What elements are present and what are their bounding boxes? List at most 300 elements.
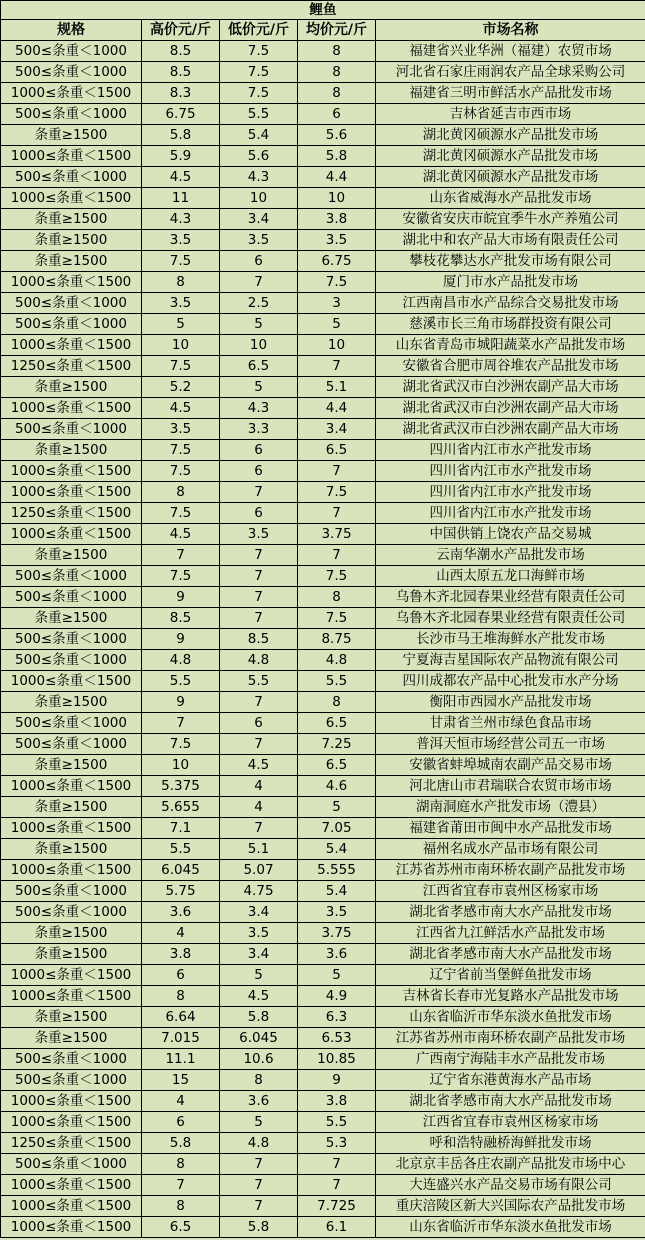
cell-avg-price: 7.5: [298, 566, 376, 587]
cell-avg-price: 6.75: [298, 251, 376, 272]
cell-avg-price: 5.5: [298, 671, 376, 692]
cell-spec: 1000≤条重＜1500: [1, 1196, 142, 1217]
cell-low-price: 3.6: [220, 1091, 298, 1112]
cell-avg-price: 7: [298, 1175, 376, 1196]
cell-low-price: 7.5: [220, 41, 298, 62]
table-row: [1, 587, 645, 608]
cell-spec: 1000≤条重＜1500: [1, 1217, 142, 1238]
cell-spec: 条重≥1500: [1, 797, 142, 818]
cell-low-price: 7: [220, 818, 298, 839]
table-row: [1, 1007, 645, 1028]
cell-avg-price: 8: [298, 62, 376, 83]
cell-high-price: 4.8: [142, 650, 220, 671]
cell-spec: 1250≤条重＜1500: [1, 503, 142, 524]
cell-market-name: 湖北中和农产品大市场有限责任公司: [376, 230, 645, 251]
table-row: [1, 1154, 645, 1175]
cell-high-price: 8.5: [142, 41, 220, 62]
cell-avg-price: 5: [298, 965, 376, 986]
cell-market-name: 北京京丰岳各庄农副产品批发市场中心: [376, 1154, 645, 1175]
cell-market-name: 安徽省安庆市皖宜季牛水产养殖公司: [376, 209, 645, 230]
cell-spec: 1000≤条重＜1500: [1, 671, 142, 692]
table-row: [1, 41, 645, 62]
title-row: [1, 1, 645, 20]
table-row: [1, 209, 645, 230]
cell-avg-price: 3.4: [298, 419, 376, 440]
cell-spec: 1000≤条重＜1500: [1, 986, 142, 1007]
cell-low-price: 4.3: [220, 167, 298, 188]
cell-market-name: 湖北省武汉市白沙洲农副产品大市场: [376, 377, 645, 398]
cell-high-price: 4: [142, 1091, 220, 1112]
table-row: [1, 1217, 645, 1238]
cell-spec: 1000≤条重＜1500: [1, 146, 142, 167]
cell-spec: 1000≤条重＜1500: [1, 1175, 142, 1196]
table-row: [1, 839, 645, 860]
table-body: [1, 41, 645, 1238]
cell-spec: 1250≤条重＜1500: [1, 356, 142, 377]
cell-low-price: 3.3: [220, 419, 298, 440]
cell-avg-price: 7.725: [298, 1196, 376, 1217]
cell-avg-price: 10: [298, 335, 376, 356]
cell-avg-price: 7: [298, 356, 376, 377]
cell-avg-price: 7.25: [298, 734, 376, 755]
cell-market-name: 湖北黄冈硕源水产品批发市场: [376, 167, 645, 188]
cell-low-price: 3.5: [220, 524, 298, 545]
cell-spec: 1000≤条重＜1500: [1, 860, 142, 881]
header-spec: 规格: [1, 20, 142, 41]
cell-spec: 500≤条重＜1000: [1, 734, 142, 755]
cell-high-price: 7: [142, 1175, 220, 1196]
cell-high-price: 11.1: [142, 1049, 220, 1070]
cell-high-price: 9: [142, 629, 220, 650]
cell-high-price: 5: [142, 314, 220, 335]
cell-high-price: 6.045: [142, 860, 220, 881]
table-row: [1, 1196, 645, 1217]
cell-high-price: 8: [142, 272, 220, 293]
cell-avg-price: 8: [298, 41, 376, 62]
cell-market-name: 吉林省长春市光复路水产品批发市场: [376, 986, 645, 1007]
cell-market-name: 湖北省武汉市白沙洲农副产品大市场: [376, 398, 645, 419]
cell-market-name: 山西太原五龙口海鲜市场: [376, 566, 645, 587]
cell-spec: 500≤条重＜1000: [1, 419, 142, 440]
cell-avg-price: 7: [298, 461, 376, 482]
cell-avg-price: 6: [298, 104, 376, 125]
cell-spec: 条重≥1500: [1, 1028, 142, 1049]
cell-avg-price: 7.5: [298, 272, 376, 293]
table-row: [1, 377, 645, 398]
table-row: [1, 965, 645, 986]
cell-low-price: 7: [220, 566, 298, 587]
cell-spec: 条重≥1500: [1, 692, 142, 713]
cell-low-price: 4.75: [220, 881, 298, 902]
table-row: [1, 293, 645, 314]
cell-avg-price: 5.555: [298, 860, 376, 881]
table-row: [1, 146, 645, 167]
cell-high-price: 7.5: [142, 356, 220, 377]
cell-avg-price: 8.75: [298, 629, 376, 650]
cell-low-price: 6: [220, 503, 298, 524]
cell-spec: 条重≥1500: [1, 251, 142, 272]
table-row: [1, 62, 645, 83]
cell-low-price: 6: [220, 461, 298, 482]
cell-market-name: 乌鲁木齐北园春果业经营有限责任公司: [376, 608, 645, 629]
cell-avg-price: 5.5: [298, 1112, 376, 1133]
cell-low-price: 7: [220, 734, 298, 755]
cell-avg-price: 3.75: [298, 524, 376, 545]
cell-spec: 500≤条重＜1000: [1, 104, 142, 125]
cell-market-name: 湖北省孝感市南大水产品批发市场: [376, 1091, 645, 1112]
cell-market-name: 宁夏海吉星国际农产品物流有限公司: [376, 650, 645, 671]
cell-avg-price: 8: [298, 587, 376, 608]
cell-market-name: 湖南洞庭水产批发市场（澧县）: [376, 797, 645, 818]
cell-market-name: 福建省三明市鲜活水产品批发市场: [376, 83, 645, 104]
table-row: [1, 1070, 645, 1091]
cell-low-price: 6.045: [220, 1028, 298, 1049]
cell-low-price: 6.5: [220, 356, 298, 377]
cell-high-price: 6.5: [142, 1217, 220, 1238]
cell-avg-price: 4.4: [298, 398, 376, 419]
cell-spec: 500≤条重＜1000: [1, 1049, 142, 1070]
table-row: [1, 1175, 645, 1196]
table-row: [1, 902, 645, 923]
cell-market-name: 广西南宁海陆丰水产品批发市场: [376, 1049, 645, 1070]
cell-high-price: 3.8: [142, 944, 220, 965]
cell-spec: 1000≤条重＜1500: [1, 482, 142, 503]
table-row: [1, 692, 645, 713]
cell-avg-price: 5: [298, 797, 376, 818]
table-row: [1, 545, 645, 566]
cell-spec: 1000≤条重＜1500: [1, 83, 142, 104]
cell-low-price: 10: [220, 188, 298, 209]
table-title: 鲤鱼: [1, 1, 645, 20]
cell-spec: 500≤条重＜1000: [1, 167, 142, 188]
header-high-price: 高价元/斤: [142, 20, 220, 41]
cell-high-price: 7.1: [142, 818, 220, 839]
cell-avg-price: 6.5: [298, 755, 376, 776]
cell-low-price: 3.5: [220, 923, 298, 944]
cell-avg-price: 3.5: [298, 902, 376, 923]
cell-spec: 500≤条重＜1000: [1, 41, 142, 62]
cell-high-price: 6: [142, 965, 220, 986]
cell-avg-price: 5.4: [298, 839, 376, 860]
cell-low-price: 7: [220, 587, 298, 608]
cell-spec: 条重≥1500: [1, 440, 142, 461]
cell-high-price: 8: [142, 1196, 220, 1217]
table-row: [1, 776, 645, 797]
cell-high-price: 4.5: [142, 398, 220, 419]
cell-spec: 条重≥1500: [1, 755, 142, 776]
cell-avg-price: 5.1: [298, 377, 376, 398]
cell-avg-price: 5.6: [298, 125, 376, 146]
cell-high-price: 7: [142, 545, 220, 566]
table-row: [1, 251, 645, 272]
cell-market-name: 河北省石家庄雨润农产品全球采购公司: [376, 62, 645, 83]
cell-low-price: 7: [220, 482, 298, 503]
cell-low-price: 3.4: [220, 209, 298, 230]
cell-high-price: 8: [142, 482, 220, 503]
cell-market-name: 湖北省孝感市南大水产品批发市场: [376, 944, 645, 965]
cell-low-price: 6: [220, 251, 298, 272]
cell-low-price: 4: [220, 776, 298, 797]
table-row: [1, 440, 645, 461]
table-row: [1, 923, 645, 944]
cell-low-price: 4.3: [220, 398, 298, 419]
cell-low-price: 8: [220, 1070, 298, 1091]
cell-high-price: 5.2: [142, 377, 220, 398]
cell-low-price: 6: [220, 440, 298, 461]
cell-market-name: 山东省青岛市城阳蔬菜水产品批发市场: [376, 335, 645, 356]
cell-low-price: 3.5: [220, 230, 298, 251]
table-row: [1, 188, 645, 209]
cell-high-price: 5.8: [142, 1133, 220, 1154]
cell-market-name: 安徽省蚌埠城南农副产品交易市场: [376, 755, 645, 776]
cell-spec: 500≤条重＜1000: [1, 62, 142, 83]
table-row: [1, 104, 645, 125]
cell-market-name: 江西省宜春市袁州区杨家市场: [376, 881, 645, 902]
cell-high-price: 4.5: [142, 167, 220, 188]
cell-low-price: 5.8: [220, 1007, 298, 1028]
cell-market-name: 攀枝花攀达水产批发市场有限公司: [376, 251, 645, 272]
cell-avg-price: 3: [298, 293, 376, 314]
cell-high-price: 4: [142, 923, 220, 944]
cell-low-price: 5.1: [220, 839, 298, 860]
header-row: [1, 20, 645, 41]
cell-low-price: 10: [220, 335, 298, 356]
cell-spec: 500≤条重＜1000: [1, 881, 142, 902]
table-row: [1, 818, 645, 839]
cell-market-name: 辽宁省前当堡鲜鱼批发市场: [376, 965, 645, 986]
cell-market-name: 重庆涪陵区新大兴国际农产品批发市场: [376, 1196, 645, 1217]
cell-market-name: 湖北省武汉市白沙洲农副产品大市场: [376, 419, 645, 440]
cell-low-price: 6: [220, 713, 298, 734]
cell-avg-price: 4.4: [298, 167, 376, 188]
cell-spec: 500≤条重＜1000: [1, 587, 142, 608]
cell-spec: 1000≤条重＜1500: [1, 1091, 142, 1112]
cell-high-price: 9: [142, 692, 220, 713]
cell-market-name: 大连盛兴水产品交易市场有限公司: [376, 1175, 645, 1196]
table-row: [1, 1112, 645, 1133]
table-row: [1, 167, 645, 188]
cell-low-price: 5.6: [220, 146, 298, 167]
cell-avg-price: 5: [298, 314, 376, 335]
cell-spec: 1250≤条重＜1500: [1, 1133, 142, 1154]
cell-spec: 条重≥1500: [1, 125, 142, 146]
cell-spec: 500≤条重＜1000: [1, 1154, 142, 1175]
cell-high-price: 6.64: [142, 1007, 220, 1028]
table-row: [1, 272, 645, 293]
cell-spec: 1000≤条重＜1500: [1, 1112, 142, 1133]
cell-low-price: 5.5: [220, 104, 298, 125]
cell-market-name: 江西省宜春市袁州区杨家市场: [376, 1112, 645, 1133]
cell-spec: 1000≤条重＜1500: [1, 524, 142, 545]
cell-low-price: 4.5: [220, 986, 298, 1007]
table-row: [1, 860, 645, 881]
cell-spec: 条重≥1500: [1, 944, 142, 965]
cell-low-price: 4: [220, 797, 298, 818]
table-row: [1, 314, 645, 335]
cell-high-price: 6: [142, 1112, 220, 1133]
cell-market-name: 四川成都农产品中心批发市水产分场: [376, 671, 645, 692]
cell-spec: 500≤条重＜1000: [1, 1070, 142, 1091]
cell-market-name: 辽宁省东港黄海水产品市场: [376, 1070, 645, 1091]
cell-spec: 500≤条重＜1000: [1, 629, 142, 650]
table-row: [1, 650, 645, 671]
table-row: [1, 755, 645, 776]
cell-low-price: 5: [220, 314, 298, 335]
cell-low-price: 4.8: [220, 650, 298, 671]
cell-high-price: 7.5: [142, 566, 220, 587]
cell-high-price: 5.5: [142, 671, 220, 692]
cell-avg-price: 6.5: [298, 713, 376, 734]
cell-high-price: 4.5: [142, 524, 220, 545]
cell-high-price: 8.5: [142, 608, 220, 629]
header-low-price: 低价元/斤: [220, 20, 298, 41]
table-row: [1, 1133, 645, 1154]
cell-market-name: 长沙市马王堆海鲜水产批发市场: [376, 629, 645, 650]
cell-avg-price: 10.85: [298, 1049, 376, 1070]
cell-low-price: 7.5: [220, 62, 298, 83]
cell-avg-price: 5.3: [298, 1133, 376, 1154]
cell-market-name: 湖北黄冈硕源水产品批发市场: [376, 146, 645, 167]
table-row: [1, 356, 645, 377]
table-row: [1, 944, 645, 965]
cell-high-price: 11: [142, 188, 220, 209]
cell-high-price: 5.8: [142, 125, 220, 146]
cell-high-price: 8: [142, 1154, 220, 1175]
cell-high-price: 3.5: [142, 419, 220, 440]
cell-spec: 1000≤条重＜1500: [1, 461, 142, 482]
cell-avg-price: 6.3: [298, 1007, 376, 1028]
table-row: [1, 1049, 645, 1070]
table-row: [1, 503, 645, 524]
cell-low-price: 2.5: [220, 293, 298, 314]
cell-avg-price: 7.05: [298, 818, 376, 839]
cell-market-name: 江西省九江鲜活水产品批发市场: [376, 923, 645, 944]
cell-avg-price: 3.5: [298, 230, 376, 251]
cell-high-price: 10: [142, 335, 220, 356]
cell-high-price: 3.5: [142, 293, 220, 314]
cell-high-price: 5.5: [142, 839, 220, 860]
cell-low-price: 7: [220, 272, 298, 293]
cell-avg-price: 6.5: [298, 440, 376, 461]
cell-avg-price: 6.1: [298, 1217, 376, 1238]
table-row: [1, 83, 645, 104]
cell-avg-price: 4.8: [298, 650, 376, 671]
cell-avg-price: 7: [298, 1154, 376, 1175]
cell-high-price: 9: [142, 587, 220, 608]
cell-high-price: 5.655: [142, 797, 220, 818]
cell-market-name: 乌鲁木齐北园春果业经营有限责任公司: [376, 587, 645, 608]
cell-market-name: 吉林省延吉市西市场: [376, 104, 645, 125]
cell-avg-price: 3.75: [298, 923, 376, 944]
cell-market-name: 慈溪市长三角市场群投资有限公司: [376, 314, 645, 335]
cell-high-price: 4.3: [142, 209, 220, 230]
cell-spec: 500≤条重＜1000: [1, 902, 142, 923]
cell-spec: 500≤条重＜1000: [1, 713, 142, 734]
cell-high-price: 5.9: [142, 146, 220, 167]
header-avg-price: 均价元/斤: [298, 20, 376, 41]
cell-spec: 条重≥1500: [1, 1007, 142, 1028]
cell-market-name: 山东省临沂市华东淡水鱼批发市场: [376, 1217, 645, 1238]
table-row: [1, 230, 645, 251]
cell-high-price: 5.375: [142, 776, 220, 797]
cell-avg-price: 4.9: [298, 986, 376, 1007]
cell-low-price: 4.5: [220, 755, 298, 776]
table-row: [1, 566, 645, 587]
cell-market-name: 山东省临沂市华东淡水鱼批发市场: [376, 1007, 645, 1028]
table-row: [1, 1028, 645, 1049]
cell-spec: 条重≥1500: [1, 839, 142, 860]
cell-spec: 500≤条重＜1000: [1, 314, 142, 335]
table-row: [1, 797, 645, 818]
cell-low-price: 7: [220, 1196, 298, 1217]
cell-low-price: 7.5: [220, 83, 298, 104]
cell-high-price: 7.5: [142, 734, 220, 755]
cell-spec: 1000≤条重＜1500: [1, 398, 142, 419]
cell-avg-price: 7: [298, 545, 376, 566]
cell-low-price: 5: [220, 377, 298, 398]
cell-spec: 500≤条重＜1000: [1, 566, 142, 587]
cell-spec: 1000≤条重＜1500: [1, 818, 142, 839]
cell-avg-price: 10: [298, 188, 376, 209]
cell-low-price: 7: [220, 1175, 298, 1196]
cell-high-price: 7.5: [142, 461, 220, 482]
cell-market-name: 江西南昌市水产品综合交易批发市场: [376, 293, 645, 314]
cell-spec: 条重≥1500: [1, 377, 142, 398]
cell-market-name: 衡阳市西园水产品批发市场: [376, 692, 645, 713]
cell-avg-price: 7.5: [298, 608, 376, 629]
cell-market-name: 四川省内江市水产批发市场: [376, 503, 645, 524]
header-market-name: 市场名称: [376, 20, 645, 41]
cell-low-price: 5.4: [220, 125, 298, 146]
table-row: [1, 419, 645, 440]
cell-high-price: 8.3: [142, 83, 220, 104]
cell-high-price: 3.5: [142, 230, 220, 251]
table-row: [1, 881, 645, 902]
cell-market-name: 福建省莆田市闽中水产品批发市场: [376, 818, 645, 839]
cell-market-name: 普洱天恒市场经营公司五一市场: [376, 734, 645, 755]
cell-high-price: 7.015: [142, 1028, 220, 1049]
table-row: [1, 1091, 645, 1112]
cell-spec: 条重≥1500: [1, 209, 142, 230]
cell-high-price: 8.5: [142, 62, 220, 83]
table-row: [1, 629, 645, 650]
table-row: [1, 671, 645, 692]
cell-spec: 500≤条重＜1000: [1, 650, 142, 671]
table-row: [1, 734, 645, 755]
cell-market-name: 湖北黄冈硕源水产品批发市场: [376, 125, 645, 146]
cell-avg-price: 3.6: [298, 944, 376, 965]
cell-avg-price: 8: [298, 83, 376, 104]
cell-market-name: 福建省兴业华洲（福建）农贸市场: [376, 41, 645, 62]
cell-market-name: 厦门市水产品批发市场: [376, 272, 645, 293]
cell-high-price: 6.75: [142, 104, 220, 125]
cell-market-name: 江苏省苏州市南环桥农副产品批发市场: [376, 860, 645, 881]
cell-low-price: 5: [220, 965, 298, 986]
cell-high-price: 7.5: [142, 503, 220, 524]
cell-avg-price: 7: [298, 503, 376, 524]
cell-spec: 1000≤条重＜1500: [1, 776, 142, 797]
cell-avg-price: 3.8: [298, 1091, 376, 1112]
cell-market-name: 河北唐山市君瑞联合农贸市场市场: [376, 776, 645, 797]
cell-low-price: 7: [220, 1154, 298, 1175]
table-row: [1, 461, 645, 482]
cell-market-name: 云南华潮水产品批发市场: [376, 545, 645, 566]
table-row: [1, 986, 645, 1007]
cell-low-price: 4.8: [220, 1133, 298, 1154]
cell-high-price: 15: [142, 1070, 220, 1091]
cell-low-price: 10.6: [220, 1049, 298, 1070]
cell-market-name: 山东省威海水产品批发市场: [376, 188, 645, 209]
